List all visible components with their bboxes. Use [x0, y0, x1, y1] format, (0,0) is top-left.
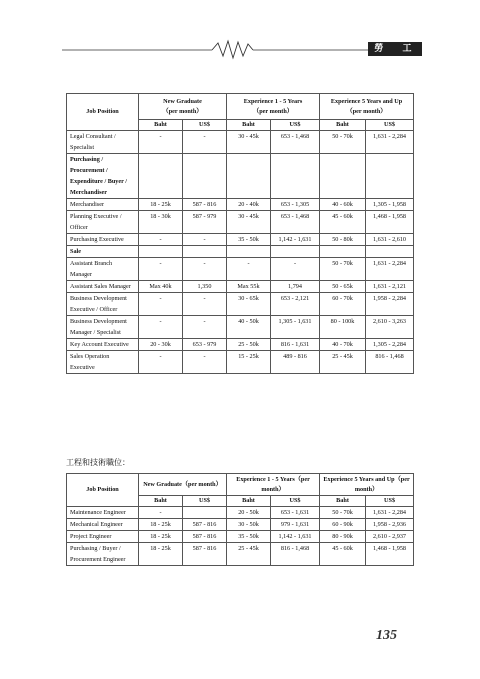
- col-usd: US$: [271, 120, 320, 131]
- salary-cell: 60 - 70k: [320, 293, 366, 316]
- salary-cell: 1,468 - 1,958: [366, 543, 414, 566]
- salary-cell: -: [139, 316, 183, 339]
- salary-cell: 18 - 30k: [139, 211, 183, 234]
- salary-cell: [139, 246, 183, 258]
- salary-cell: 40 - 60k: [320, 199, 366, 211]
- salary-cell: [320, 246, 366, 258]
- page-header: [62, 38, 422, 60]
- section-title: 工程和技術職位：: [66, 458, 130, 467]
- col-usd: US$: [183, 120, 227, 131]
- salary-cell: -: [183, 258, 227, 281]
- salary-cell: 50 - 80k: [320, 234, 366, 246]
- salary-cell: 15 - 25k: [227, 351, 271, 374]
- job-title-cell: Business Development Manager / Specialist: [67, 316, 139, 339]
- job-title-cell: Planning Executive / Officer: [67, 211, 139, 234]
- header-title: 勞 工: [368, 42, 422, 56]
- salary-cell: 60 - 90k: [320, 519, 366, 531]
- salary-cell: 35 - 50k: [227, 531, 271, 543]
- salary-cell: Max 55k: [227, 281, 271, 293]
- salary-cell: 1,958 - 2,284: [366, 293, 414, 316]
- salary-cell: 653 - 1,468: [271, 211, 320, 234]
- table-row: [67, 258, 414, 281]
- table-row: [67, 293, 414, 316]
- salary-cell: [183, 154, 227, 199]
- salary-cell: 979 - 1,631: [271, 519, 320, 531]
- col-job-position: Job Position: [67, 94, 139, 131]
- salary-cell: -: [183, 316, 227, 339]
- salary-cell: 1,958 - 2,936: [366, 519, 414, 531]
- table-row: [67, 507, 414, 519]
- salary-cell: 25 - 50k: [227, 339, 271, 351]
- salary-cell: 1,305 - 1,631: [271, 316, 320, 339]
- salary-cell: 1,631 - 2,284: [366, 258, 414, 281]
- salary-cell: 30 - 45k: [227, 211, 271, 234]
- salary-cell: 18 - 25k: [139, 543, 183, 566]
- salary-cell: 587 - 816: [183, 519, 227, 531]
- col-job-position: Job Position: [67, 474, 139, 507]
- salary-cell: [271, 246, 320, 258]
- salary-cell: 25 - 45k: [227, 543, 271, 566]
- salary-table-2: [66, 473, 414, 566]
- salary-cell: 45 - 60k: [320, 211, 366, 234]
- salary-cell: [183, 507, 227, 519]
- col-baht: Baht: [139, 120, 183, 131]
- salary-cell: 816 - 1,468: [271, 543, 320, 566]
- salary-cell: [183, 246, 227, 258]
- salary-cell: [320, 154, 366, 199]
- job-title-cell: Business Development Executive / Officer: [67, 293, 139, 316]
- job-title-cell: Purchasing / Procurement / Expenditure / Buyer / Merchandiser: [67, 154, 139, 199]
- job-title-cell: Merchandiser: [67, 199, 139, 211]
- col-usd: US$: [183, 496, 227, 507]
- salary-cell: [139, 154, 183, 199]
- col-baht: Baht: [320, 120, 366, 131]
- table-row: [67, 316, 414, 339]
- col-baht: Baht: [320, 496, 366, 507]
- table-row: [67, 351, 414, 374]
- salary-cell: 50 - 65k: [320, 281, 366, 293]
- salary-cell: 816 - 1,631: [271, 339, 320, 351]
- col-usd: US$: [366, 496, 414, 507]
- salary-cell: -: [271, 258, 320, 281]
- col-new-graduate: New Graduate （per month）: [139, 94, 227, 120]
- salary-cell: 30 - 50k: [227, 519, 271, 531]
- job-title-cell: Sales Operation Executive: [67, 351, 139, 374]
- salary-cell: Max 40k: [139, 281, 183, 293]
- table-row: [67, 154, 414, 199]
- col-new-graduate: New Graduate（per month）: [139, 474, 227, 496]
- salary-cell: 20 - 50k: [227, 507, 271, 519]
- table-row: [67, 211, 414, 234]
- salary-cell: 50 - 70k: [320, 507, 366, 519]
- salary-cell: 653 - 1,468: [271, 131, 320, 154]
- salary-cell: [366, 154, 414, 199]
- salary-cell: 40 - 50k: [227, 316, 271, 339]
- table-row: [67, 281, 414, 293]
- salary-cell: 45 - 60k: [320, 543, 366, 566]
- salary-cell: 18 - 25k: [139, 531, 183, 543]
- col-experience-1-5: Experience 1 - 5 Years （per month）: [227, 94, 320, 120]
- salary-cell: 1,142 - 1,631: [271, 531, 320, 543]
- salary-cell: 1,631 - 2,284: [366, 131, 414, 154]
- salary-cell: -: [227, 258, 271, 281]
- salary-cell: 80 - 100k: [320, 316, 366, 339]
- job-title-cell: Legal Consultant / Specialist: [67, 131, 139, 154]
- salary-cell: 30 - 45k: [227, 131, 271, 154]
- page-number: 135: [376, 628, 397, 643]
- table-row: [67, 234, 414, 246]
- salary-cell: -: [139, 131, 183, 154]
- salary-cell: 18 - 25k: [139, 199, 183, 211]
- table-row: [67, 519, 414, 531]
- salary-cell: 653 - 1,631: [271, 507, 320, 519]
- salary-cell: 1,631 - 2,284: [366, 507, 414, 519]
- salary-cell: 1,305 - 2,284: [366, 339, 414, 351]
- salary-cell: 489 - 816: [271, 351, 320, 374]
- salary-cell: -: [139, 351, 183, 374]
- salary-cell: 50 - 70k: [320, 258, 366, 281]
- salary-cell: 1,631 - 2,121: [366, 281, 414, 293]
- salary-cell: 25 - 45k: [320, 351, 366, 374]
- job-title-cell: Mechanical Engineer: [67, 519, 139, 531]
- salary-cell: 1,468 - 1,958: [366, 211, 414, 234]
- salary-cell: 20 - 40k: [227, 199, 271, 211]
- job-title-cell: Sale: [67, 246, 139, 258]
- salary-cell: 587 - 816: [183, 199, 227, 211]
- salary-cell: 587 - 979: [183, 211, 227, 234]
- job-title-cell: Project Engineer: [67, 531, 139, 543]
- salary-cell: 653 - 979: [183, 339, 227, 351]
- salary-cell: 80 - 90k: [320, 531, 366, 543]
- salary-cell: 1,305 - 1,958: [366, 199, 414, 211]
- salary-cell: 20 - 30k: [139, 339, 183, 351]
- salary-cell: -: [139, 234, 183, 246]
- salary-cell: [366, 246, 414, 258]
- salary-cell: -: [139, 258, 183, 281]
- salary-cell: [271, 154, 320, 199]
- table-row: [67, 531, 414, 543]
- salary-cell: 587 - 816: [183, 543, 227, 566]
- salary-cell: 1,794: [271, 281, 320, 293]
- salary-cell: 30 - 65k: [227, 293, 271, 316]
- col-baht: Baht: [227, 496, 271, 507]
- salary-cell: 1,142 - 1,631: [271, 234, 320, 246]
- salary-cell: 35 - 50k: [227, 234, 271, 246]
- job-title-cell: Purchasing / Buyer / Procurement Engineer: [67, 543, 139, 566]
- salary-cell: 2,610 - 2,937: [366, 531, 414, 543]
- salary-cell: 50 - 70k: [320, 131, 366, 154]
- col-baht: Baht: [139, 496, 183, 507]
- salary-cell: 653 - 2,121: [271, 293, 320, 316]
- job-title-cell: Purchasing Executive: [67, 234, 139, 246]
- job-title-cell: Maintenance Engineer: [67, 507, 139, 519]
- job-title-cell: Assistant Sales Manager: [67, 281, 139, 293]
- salary-cell: 40 - 70k: [320, 339, 366, 351]
- table-row: [67, 199, 414, 211]
- salary-cell: -: [183, 234, 227, 246]
- salary-cell: 816 - 1,468: [366, 351, 414, 374]
- table-row: [67, 131, 414, 154]
- col-usd: US$: [271, 496, 320, 507]
- salary-cell: 1,350: [183, 281, 227, 293]
- salary-cell: -: [183, 351, 227, 374]
- col-usd: US$: [366, 120, 414, 131]
- table-row: [67, 339, 414, 351]
- salary-cell: -: [139, 293, 183, 316]
- col-experience-5-up: Experience 5 Years and Up （per month）: [320, 94, 414, 120]
- salary-cell: [227, 246, 271, 258]
- salary-cell: [227, 154, 271, 199]
- salary-cell: -: [183, 131, 227, 154]
- col-baht: Baht: [227, 120, 271, 131]
- table-row: [67, 246, 414, 258]
- salary-cell: -: [183, 293, 227, 316]
- salary-cell: -: [139, 507, 183, 519]
- col-experience-1-5: Experience 1 - 5 Years（per month）: [227, 474, 320, 496]
- job-title-cell: Key Account Executive: [67, 339, 139, 351]
- salary-cell: 18 - 25k: [139, 519, 183, 531]
- salary-table-1: [66, 93, 414, 374]
- salary-cell: 2,610 - 3,263: [366, 316, 414, 339]
- salary-cell: 587 - 816: [183, 531, 227, 543]
- salary-cell: 1,631 - 2,610: [366, 234, 414, 246]
- salary-cell: 653 - 1,305: [271, 199, 320, 211]
- job-title-cell: Assistant Branch Manager: [67, 258, 139, 281]
- table-row: [67, 543, 414, 566]
- col-experience-5-up: Experience 5 Years and Up（per month）: [320, 474, 414, 496]
